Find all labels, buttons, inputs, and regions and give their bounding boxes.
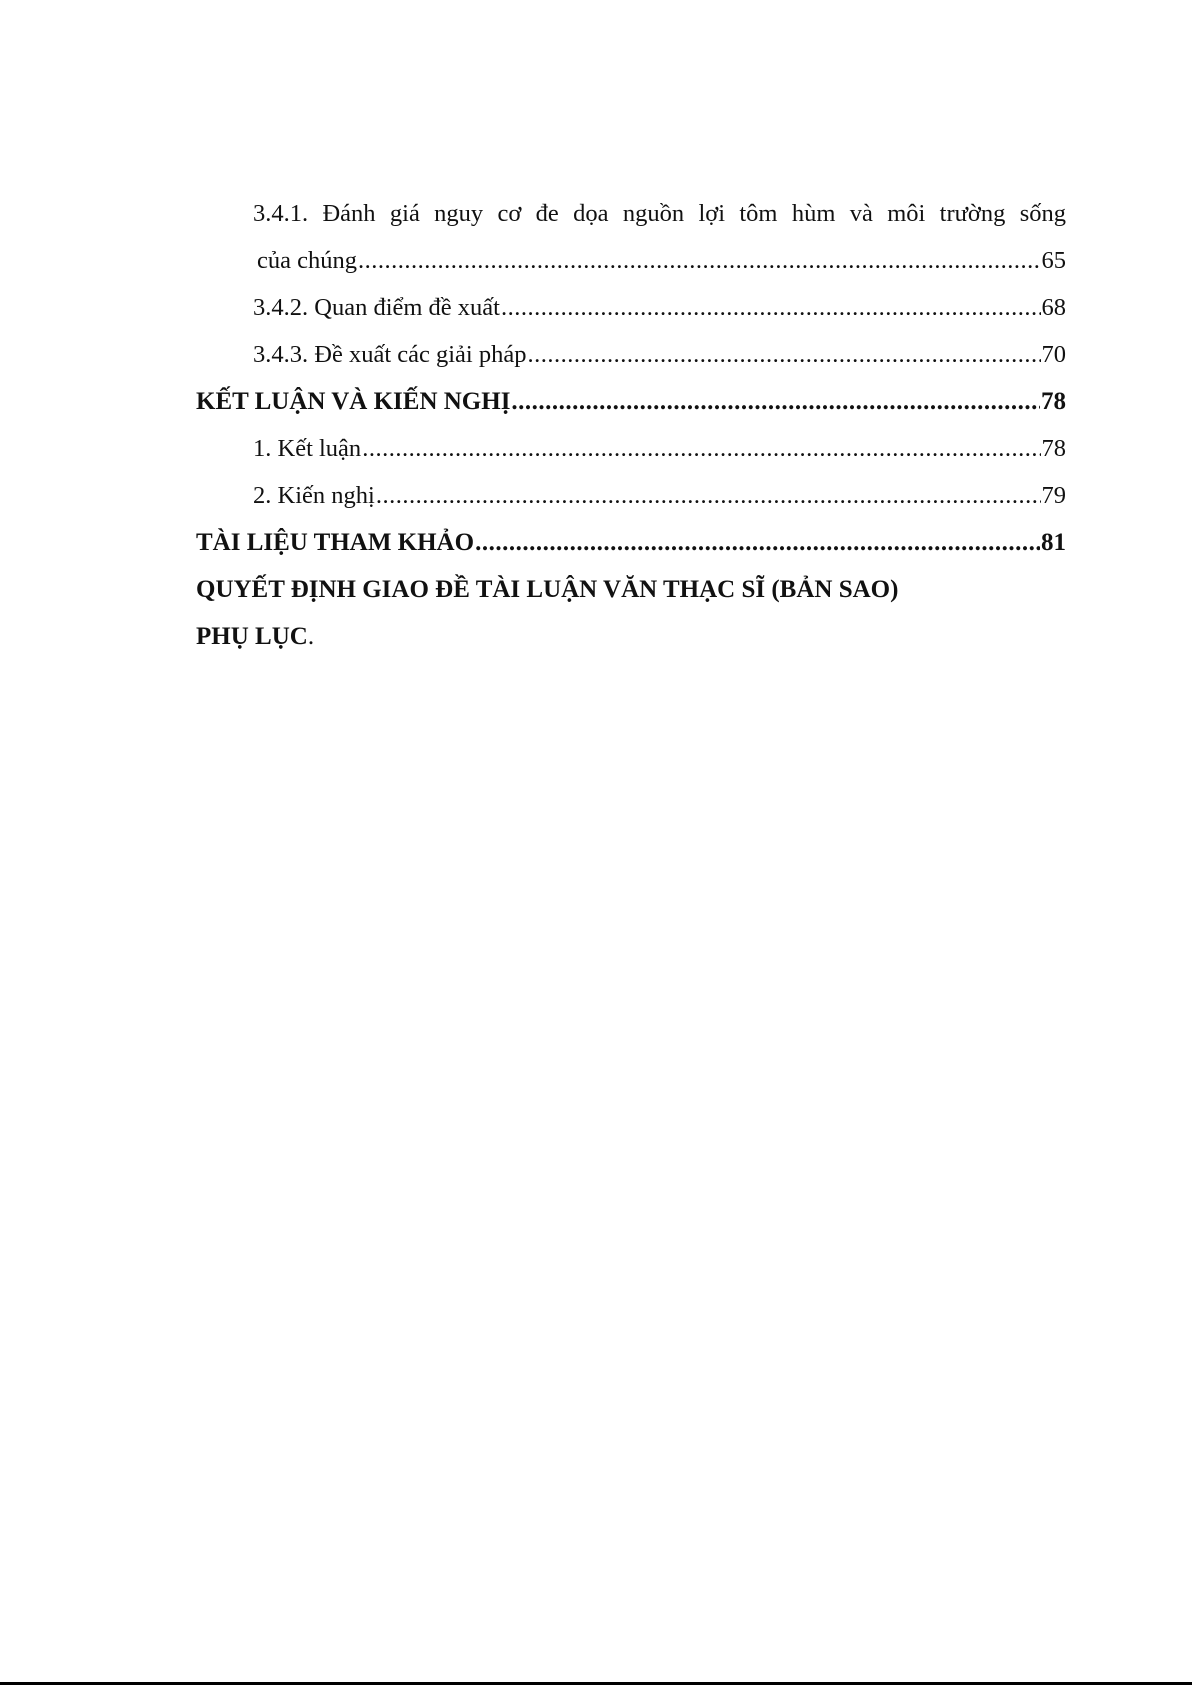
toc-entry-title: của chúng: [257, 247, 357, 274]
toc-entry-ket-luan: [196, 425, 1066, 472]
toc-entry-title: PHỤ LỤC: [196, 623, 308, 650]
toc-leader-dots: [527, 331, 1040, 378]
toc-leader-dots: [501, 284, 1041, 331]
toc-leader-dots: [358, 237, 1041, 284]
toc-page-number: 65: [1041, 247, 1066, 274]
toc-page-number: 81: [1041, 529, 1066, 556]
toc-page-number: 68: [1041, 294, 1066, 321]
toc-entry-title: QUYẾT ĐỊNH GIAO ĐỀ TÀI LUẬN VĂN THẠC SĨ (BẢN SAO): [196, 576, 899, 603]
toc-entry-title: KẾT LUẬN VÀ KIẾN NGHỊ: [196, 388, 511, 415]
toc-entry-quyet-dinh: [196, 566, 1066, 613]
toc-page-number: 78: [1041, 388, 1066, 415]
toc-entry-3-4-2: [196, 284, 1066, 331]
toc-leader-dots: [376, 472, 1041, 519]
toc-page-number: 79: [1041, 482, 1066, 509]
toc-entry-title: TÀI LIỆU THAM KHẢO: [196, 529, 475, 556]
toc-entry-3-4-3: [196, 331, 1066, 378]
toc-entry-suffix: .: [307, 623, 315, 650]
table-of-contents: [196, 190, 1066, 660]
toc-entry-3-4-1-line1: 3.4.1. Đánh giá nguy cơ đe dọa nguồn lợi tôm hùm và môi trường sống: [253, 200, 1066, 227]
toc-leader-dots: [362, 425, 1040, 472]
toc-entry-3-4-1: [196, 237, 1066, 284]
toc-page-number: 70: [1041, 341, 1066, 368]
toc-leader-dots: [475, 519, 1040, 566]
toc-page-number: 78: [1041, 435, 1066, 462]
toc-entry-title: 3.4.3. Đề xuất các giải pháp: [253, 341, 527, 368]
toc-leader-dots: [511, 378, 1040, 425]
toc-entry-title: 2. Kiến nghị: [253, 482, 375, 509]
toc-entry-ket-luan-va-kien-nghi: [196, 378, 1066, 425]
toc-entry-kien-nghi: [196, 472, 1066, 519]
toc-entry-tai-lieu-tham-khao: [196, 519, 1066, 566]
toc-entry-title: 3.4.2. Quan điểm đề xuất: [253, 294, 500, 321]
toc-entry-phu-luc: [196, 613, 1066, 660]
toc-entry-title: 1. Kết luận: [253, 435, 362, 462]
